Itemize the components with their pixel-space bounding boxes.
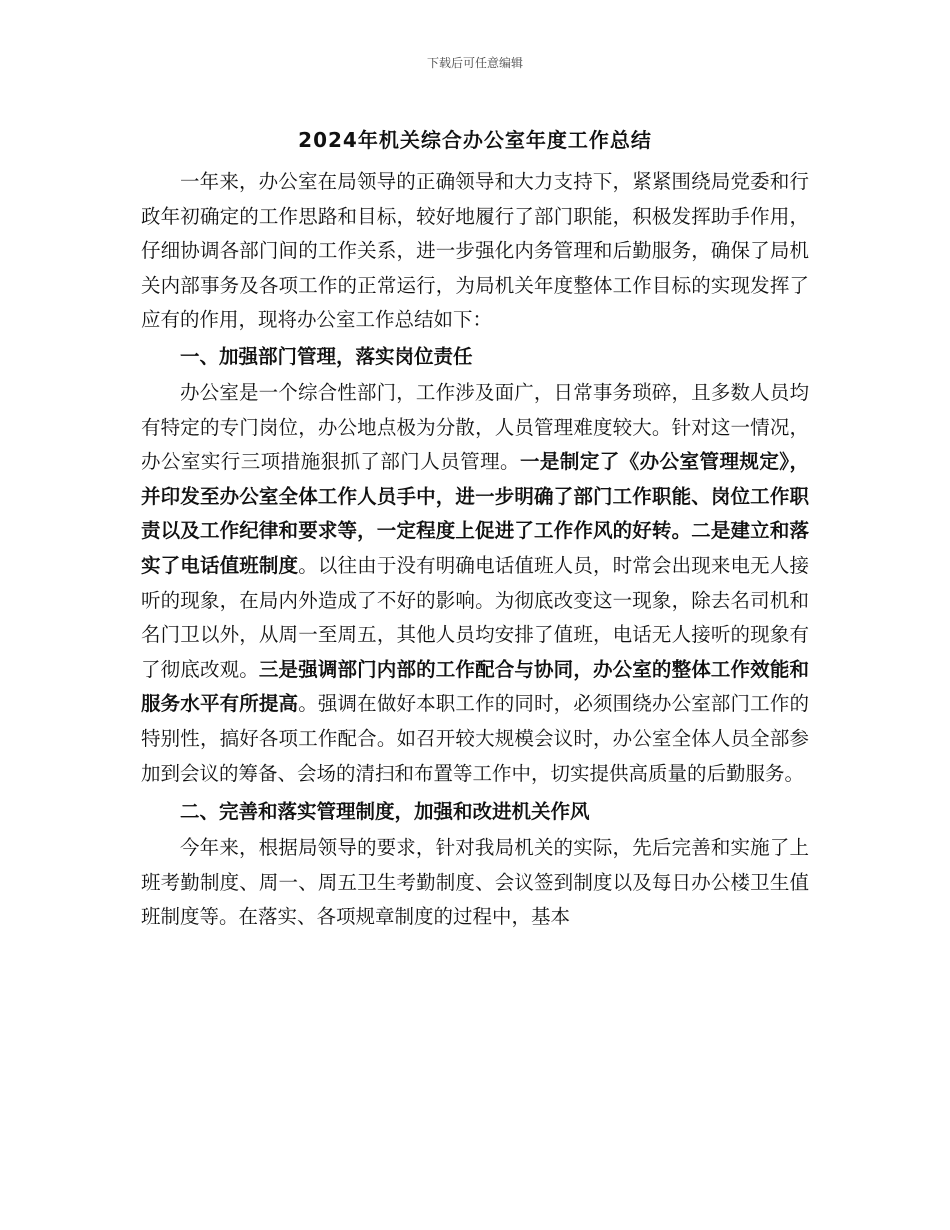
document-title: 2024年机关综合办公室年度工作总结	[298, 128, 652, 152]
page-header: 下载后可任意编辑	[426, 56, 523, 70]
document-body	[141, 165, 809, 935]
section-heading-2: 二、完善和落实管理制度，加强和改进机关作风	[180, 800, 590, 824]
section-1-text-3: 。强调在做好本职工作的同时，必须围绕办公室部门工作的特别性，搞好各项工作配合。如召开较大规模会议时，办公室全体人员全部参加到会议的筹备、会场的清扫和布置等工作中，切实提供高质量的后勤服务。	[141, 692, 809, 785]
section-heading-1: 一、加强部门管理，落实岗位责任	[180, 344, 473, 368]
section-1-text-2: 。以往由于没有明确电话值班人员，时常会出现来电无人接听的现象，在局内外造成了不好的影响。为彻底改变这一现象，除去名司机和名门卫以外，从周一至周五，其他人员均安排了值班，电话无人接听的现象有了彻底改观。	[141, 553, 809, 681]
section-1-bold-1: 一是制定了《办公室管理规定》，并印发至办公室全体工作人员手中，进一步明确了部门工作职能、岗位工作职责以及工作纪律和要求等，一定程度上促进了工作作风的好转。	[141, 450, 809, 543]
section-1-text-1: 办公室是一个综合性部门，工作涉及面广，日常事务琐碎，且多数人员均有特定的专门岗位，办公地点极为分散，人员管理难度较大。针对这一情况，办公室实行三项措施狠抓了部门人员管理。	[141, 380, 809, 474]
intro-paragraph: 一年来，办公室在局领导的正确领导和大力支持下，紧紧围绕局党委和行政年初确定的工作思路和目标，较好地履行了部门职能，积极发挥助手作用，仔细协调各部门间的工作关系，进一步强化内务管理和后勤服务，确保了局机关内部事务及各项工作的正常运行，为局机关年度整体工作目标的实现发挥了应有的作用，现将办公室工作总结如下：	[141, 170, 809, 332]
section-1-paragraph	[141, 376, 809, 791]
section-2-paragraph: 今年来，根据局领导的要求，针对我局机关的实际，先后完善和实施了上班考勤制度、周一、周五卫生考勤制度、会议签到制度以及每日办公楼卫生值班制度等。在落实、各项规章制度的过程中，基本	[141, 836, 809, 929]
section-1-bold-3: 三是强调部门内部的工作配合与协同，办公室的整体工作效能和服务水平有所提高	[141, 657, 809, 716]
section-1-bold-2: 二是建立和落实了电话值班制度	[141, 519, 809, 577]
